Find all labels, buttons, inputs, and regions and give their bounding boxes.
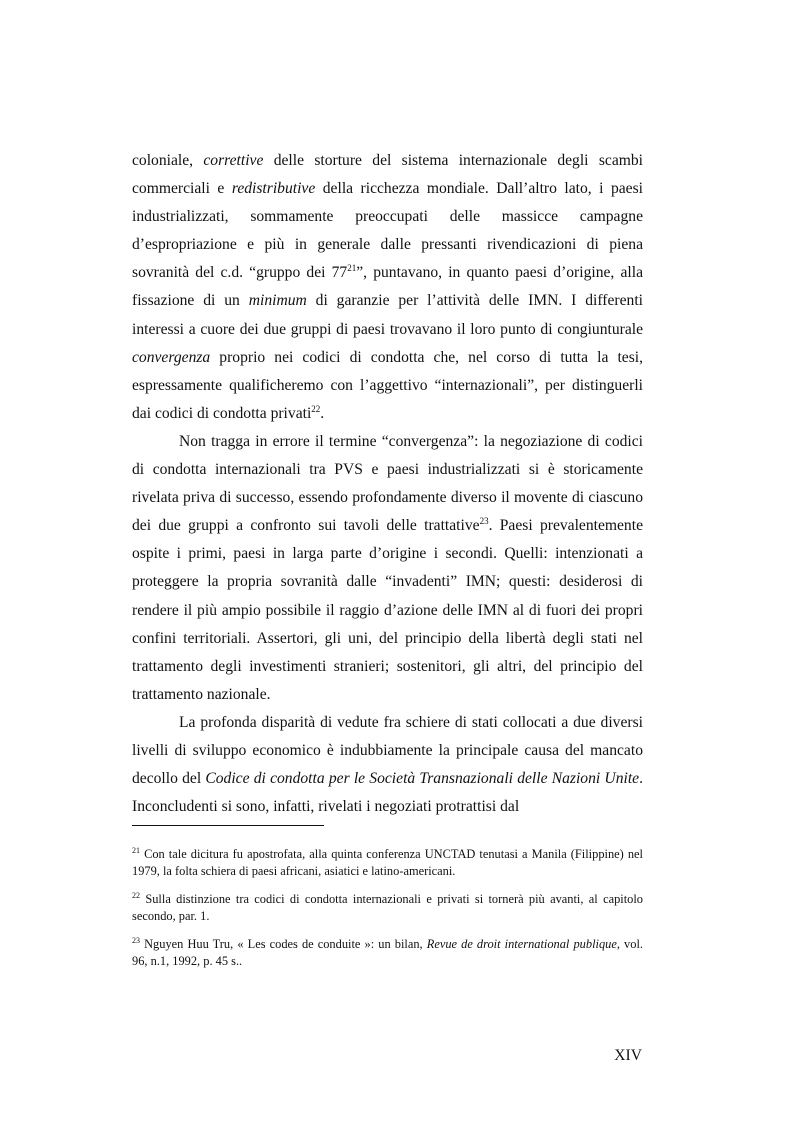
text-run: proprio nei codici di condotta che, nel corso di tutta la tesi, espressamente qualificheremo con l’aggettivo “internazionali”, per distinguerli dai codici di condotta privati: [132, 348, 643, 422]
text-run: ”, puntavano, in quanto paesi d’origine, alla fissazione di un: [132, 264, 643, 310]
paragraph-1: [132, 147, 643, 428]
italic-term: correttive: [203, 152, 264, 169]
text-run: coloniale,: [132, 152, 204, 169]
italic-term: minimum: [248, 292, 307, 310]
footnote-21: [132, 846, 643, 880]
footnote-separator: [132, 825, 324, 826]
main-text: [132, 147, 643, 821]
footnote-number: 21: [132, 846, 140, 855]
text-run: Non tragga in errore il termine “convergenza”: la negoziazione di codici di condotta internazionali tra PVS e paesi industrializzati si è storicamente rivelata priva di successo, essendo profondamente diverso il movente di ciascuno dei due gruppi a confronto sui tavoli delle trattative: [132, 432, 643, 535]
italic-title: Codice di condotta per le Società Transnazionali delle Nazioni Unite: [205, 770, 640, 788]
footnote-text: Sulla distinzione tra codici di condotta internazionali e privati si tornerà più avanti, al capitolo secondo, par. 1.: [132, 892, 643, 923]
text-run: La profonda disparità di vedute fra schiere di stati collocati a due diversi livelli di sviluppo economico è indubbiamente la principale causa del mancato decollo del: [132, 713, 643, 788]
text-run: della ricchezza mondiale. Dall’altro lato, i paesi industrializzati, sommamente preoccupati delle massicce campagne d’espropriazione e più in generale dalle pressanti rivendicazioni di piena sovranità del c.d. “gruppo dei 77: [132, 180, 644, 282]
footnote-23: [132, 936, 643, 970]
page-number: XIV: [614, 1047, 642, 1064]
italic-term: redistributive: [231, 180, 316, 198]
text-run: di garanzie per l’attività delle IMN. I differenti interessi a cuore dei due gruppi di paesi trovavano il loro punto di congiunturale: [132, 292, 643, 338]
footnote-ref-22[interactable]: 22: [311, 403, 321, 414]
footnote-text: Nguyen Huu Tru, « Les codes de conduite »: un bilan,: [140, 937, 427, 951]
paragraph-3: [132, 709, 643, 821]
text-run: delle storture del sistema internazionale degli scambi commerciali e: [132, 152, 643, 198]
footnotes: [132, 846, 643, 981]
footnote-number: 22: [132, 891, 140, 900]
text-run: .: [320, 404, 325, 422]
footnote-22: [132, 891, 643, 925]
text-run: . Inconcludenti si sono, infatti, rivelati i negoziati protrattisi dal: [132, 770, 643, 816]
footnote-ref-21[interactable]: 21: [347, 263, 357, 274]
footnote-text: , vol. 96, n.1, 1992, p. 45 s..: [132, 937, 643, 968]
footnote-ref-23[interactable]: 23: [479, 516, 489, 527]
text-run: . Paesi prevalentemente ospite i primi, paesi in larga parte d’origine i secondi. Quelli: intenzionati a proteggere la propria sovranità dalle “invadenti” IMN; questi: desiderosi di rendere il più ampio possibile il raggio d’azione delle IMN al di fuori dei propri confini territoriali. Assertori, gli uni, del principio della libertà degli stati nel trattamento degli investimenti stranieri; sostenitori, gli altri, del principio del trattamento nazionale.: [132, 517, 643, 703]
paragraph-2: [132, 428, 643, 709]
footnote-journal-title: Revue de droit international publique: [426, 937, 617, 951]
footnote-number: 23: [132, 936, 140, 945]
footnote-text: Con tale dicitura fu apostrofata, alla quinta conferenza UNCTAD tenutasi a Manila (Filippine) nel 1979, la folta schiera di paesi africani, asiatici e latino-americani.: [132, 847, 643, 878]
italic-term: convergenza: [132, 348, 211, 366]
